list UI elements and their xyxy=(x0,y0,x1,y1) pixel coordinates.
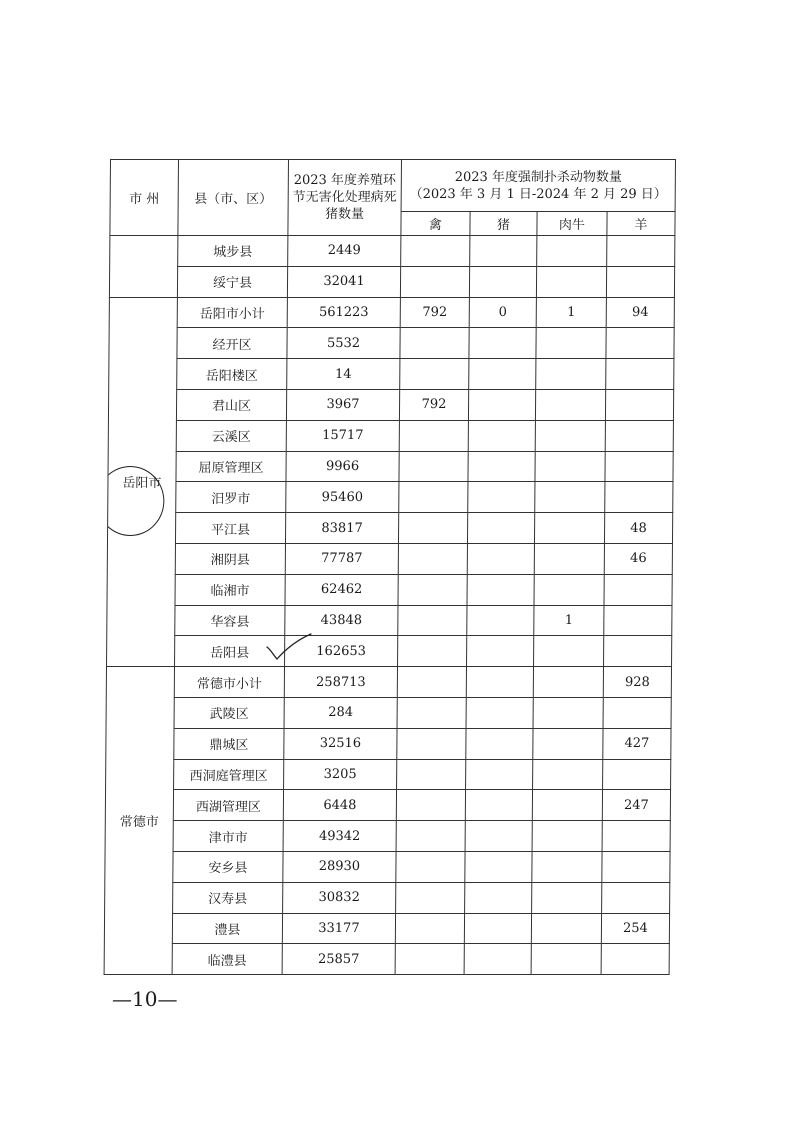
table-row xyxy=(105,790,670,821)
header-sheep: 羊 xyxy=(607,212,675,236)
sheep-cell: 247 xyxy=(602,790,670,821)
beef-cell xyxy=(536,328,606,359)
header-poultry: 禽 xyxy=(401,212,470,236)
header-cull xyxy=(401,160,675,212)
pig-cell xyxy=(466,667,533,698)
livestock-table xyxy=(104,159,676,975)
table-row xyxy=(110,236,675,267)
sheep-cell: 928 xyxy=(603,667,671,698)
handwritten-checkmark xyxy=(265,632,313,662)
poultry-cell xyxy=(397,728,466,759)
poultry-cell xyxy=(398,574,467,605)
poultry-cell xyxy=(399,451,468,482)
sheep-cell xyxy=(605,420,673,451)
sheep-cell xyxy=(602,821,670,852)
sheep-cell xyxy=(602,851,670,882)
table-row xyxy=(106,759,671,790)
header-city: 市 州 xyxy=(110,160,179,236)
pig-cell xyxy=(469,359,536,390)
county-cell: 君山区 xyxy=(176,389,286,420)
poultry-cell xyxy=(395,944,464,975)
sheep-cell xyxy=(606,266,674,297)
pig-cell xyxy=(464,913,531,944)
harmless-cell: 14 xyxy=(287,359,400,390)
county-cell: 岳阳县 xyxy=(175,636,285,667)
table-row xyxy=(106,728,671,759)
harmless-cell: 5532 xyxy=(287,328,400,359)
poultry-cell xyxy=(400,266,469,297)
harmless-cell: 33177 xyxy=(282,913,395,944)
harmless-cell: 3967 xyxy=(286,389,399,420)
table-row xyxy=(104,913,669,944)
pig-cell xyxy=(468,482,535,513)
poultry-cell xyxy=(398,513,467,544)
county-cell: 临湘市 xyxy=(175,574,285,605)
poultry-cell xyxy=(397,697,466,728)
poultry-cell xyxy=(397,667,466,698)
county-cell: 湘阴县 xyxy=(175,543,285,574)
beef-cell xyxy=(531,944,601,975)
sheep-cell xyxy=(605,451,673,482)
county-cell: 汉寿县 xyxy=(173,882,283,913)
poultry-cell xyxy=(398,636,467,667)
table-row xyxy=(109,266,674,297)
pig-cell xyxy=(465,851,532,882)
harmless-cell: 77787 xyxy=(285,543,398,574)
subtotal-row xyxy=(109,297,674,328)
pig-cell xyxy=(470,236,537,267)
harmless-cell: 95460 xyxy=(286,482,399,513)
table-row xyxy=(107,574,672,605)
table-row xyxy=(105,821,670,852)
sheep-cell: 427 xyxy=(603,728,671,759)
table-row xyxy=(105,882,670,913)
table-row xyxy=(109,328,674,359)
table-row xyxy=(108,420,673,451)
header-beef: 肉牛 xyxy=(537,212,607,236)
table-row xyxy=(106,697,671,728)
sheep-cell xyxy=(603,697,671,728)
beef-cell xyxy=(532,851,602,882)
pig-cell: 0 xyxy=(469,297,536,328)
county-cell: 经开区 xyxy=(177,328,287,359)
pig-cell xyxy=(468,389,535,420)
city-cell-yueyang xyxy=(107,297,178,667)
sheep-cell xyxy=(605,482,673,513)
harmless-cell: 258713 xyxy=(284,667,397,698)
poultry-cell xyxy=(395,913,464,944)
poultry-cell xyxy=(401,236,470,267)
county-cell: 绥宁县 xyxy=(177,266,287,297)
beef-cell xyxy=(534,513,604,544)
beef-cell xyxy=(533,667,603,698)
county-cell: 华容县 xyxy=(175,605,285,636)
county-cell: 岳阳市小计 xyxy=(177,297,287,328)
county-cell: 武陵区 xyxy=(174,697,284,728)
beef-cell xyxy=(537,236,607,267)
pig-cell xyxy=(469,328,536,359)
table-row xyxy=(109,359,674,390)
county-cell: 临澧县 xyxy=(172,944,282,975)
harmless-cell: 28930 xyxy=(283,851,396,882)
poultry-cell: 792 xyxy=(399,389,468,420)
sheep-cell xyxy=(605,389,673,420)
beef-cell xyxy=(534,543,604,574)
beef-cell xyxy=(534,636,604,667)
sheep-cell xyxy=(601,944,669,975)
county-cell: 岳阳楼区 xyxy=(177,359,287,390)
harmless-cell: 30832 xyxy=(283,882,396,913)
pig-cell xyxy=(465,882,532,913)
pig-cell xyxy=(467,543,534,574)
county-cell: 西洞庭管理区 xyxy=(174,759,284,790)
harmless-cell: 32041 xyxy=(287,266,400,297)
sheep-cell: 48 xyxy=(604,513,672,544)
table-row xyxy=(107,543,672,574)
beef-cell xyxy=(532,882,602,913)
subtotal-row xyxy=(106,667,671,698)
harmless-cell: 62462 xyxy=(285,574,398,605)
pig-cell xyxy=(467,636,534,667)
city-cell-empty xyxy=(109,236,177,298)
beef-cell xyxy=(535,389,605,420)
harmless-cell: 25857 xyxy=(282,944,395,975)
county-cell: 津市市 xyxy=(173,821,283,852)
header-cull-period: （2023 年 3 月 1 日-2024 年 2 月 29 日） xyxy=(409,186,667,202)
header-county: 县（市、区） xyxy=(178,160,289,236)
table-row xyxy=(108,389,673,420)
sheep-cell xyxy=(606,359,674,390)
harmless-cell: 43848 xyxy=(285,605,398,636)
county-cell: 平江县 xyxy=(175,513,285,544)
sheep-cell: 46 xyxy=(604,543,672,574)
poultry-cell xyxy=(396,882,465,913)
beef-cell xyxy=(533,759,603,790)
sheep-cell xyxy=(604,574,672,605)
county-cell: 西湖管理区 xyxy=(173,790,283,821)
county-cell: 汨罗市 xyxy=(176,482,286,513)
county-cell: 安乡县 xyxy=(173,851,283,882)
harmless-cell: 3205 xyxy=(284,759,397,790)
beef-cell xyxy=(533,728,603,759)
beef-cell: 1 xyxy=(536,297,606,328)
poultry-cell xyxy=(396,821,465,852)
beef-cell xyxy=(535,482,605,513)
pig-cell xyxy=(465,821,532,852)
pig-cell xyxy=(464,944,531,975)
county-cell: 屈原管理区 xyxy=(176,451,286,482)
poultry-cell xyxy=(396,851,465,882)
page-number: —10— xyxy=(112,987,178,1011)
harmless-cell: 15717 xyxy=(286,420,399,451)
poultry-cell xyxy=(398,605,467,636)
table-row xyxy=(105,851,670,882)
city-cell-changde: 常德市 xyxy=(104,667,174,975)
sheep-cell xyxy=(606,328,674,359)
pig-cell xyxy=(467,574,534,605)
harmless-cell: 83817 xyxy=(285,513,398,544)
poultry-cell xyxy=(397,759,466,790)
table-row xyxy=(107,605,672,636)
county-cell: 常德市小计 xyxy=(174,667,284,698)
beef-cell xyxy=(531,913,601,944)
pig-cell xyxy=(466,759,533,790)
sheep-cell xyxy=(603,759,671,790)
header-cull-title: 2023 年度强制扑杀动物数量 xyxy=(454,169,623,185)
harmless-cell: 49342 xyxy=(283,821,396,852)
county-cell: 云溪区 xyxy=(176,420,286,451)
pig-cell xyxy=(468,420,535,451)
beef-cell xyxy=(534,574,604,605)
pig-cell xyxy=(466,697,533,728)
poultry-cell xyxy=(399,420,468,451)
beef-cell xyxy=(532,821,602,852)
table-row xyxy=(108,482,673,513)
pig-cell xyxy=(466,728,533,759)
table-row xyxy=(107,636,672,667)
harmless-cell: 2449 xyxy=(288,236,401,267)
harmless-cell: 561223 xyxy=(287,297,400,328)
poultry-cell xyxy=(399,482,468,513)
pig-cell xyxy=(469,266,536,297)
pig-cell xyxy=(468,451,535,482)
sheep-cell xyxy=(604,605,672,636)
poultry-cell: 792 xyxy=(400,297,469,328)
table-row xyxy=(108,451,673,482)
handwritten-circle xyxy=(107,462,169,541)
beef-cell: 1 xyxy=(534,605,604,636)
pig-cell xyxy=(467,605,534,636)
county-cell: 鼎城区 xyxy=(174,728,284,759)
table-row xyxy=(104,944,669,975)
poultry-cell xyxy=(398,543,467,574)
city-name: 岳阳市 xyxy=(122,476,162,492)
beef-cell xyxy=(532,790,602,821)
poultry-cell xyxy=(400,328,469,359)
harmless-cell: 32516 xyxy=(284,728,397,759)
poultry-cell xyxy=(396,790,465,821)
county-cell: 城步县 xyxy=(178,236,288,267)
beef-cell xyxy=(535,420,605,451)
harmless-cell: 162653 xyxy=(285,636,398,667)
sheep-cell xyxy=(602,882,670,913)
harmless-cell: 9966 xyxy=(286,451,399,482)
poultry-cell xyxy=(400,359,469,390)
beef-cell xyxy=(536,266,606,297)
beef-cell xyxy=(536,359,606,390)
county-cell: 澧县 xyxy=(172,913,282,944)
beef-cell xyxy=(535,451,605,482)
harmless-cell: 284 xyxy=(284,697,397,728)
harmless-cell: 6448 xyxy=(283,790,396,821)
pig-cell xyxy=(467,513,534,544)
beef-cell xyxy=(533,697,603,728)
sheep-cell: 94 xyxy=(606,297,674,328)
sheep-cell xyxy=(604,636,672,667)
sheep-cell xyxy=(607,236,675,267)
table-row xyxy=(107,513,672,544)
header-harmless: 2023 年度养殖环节无害化处理病死猪数量 xyxy=(288,160,402,236)
pig-cell xyxy=(465,790,532,821)
sheep-cell: 254 xyxy=(601,913,669,944)
header-pig: 猪 xyxy=(470,212,537,236)
